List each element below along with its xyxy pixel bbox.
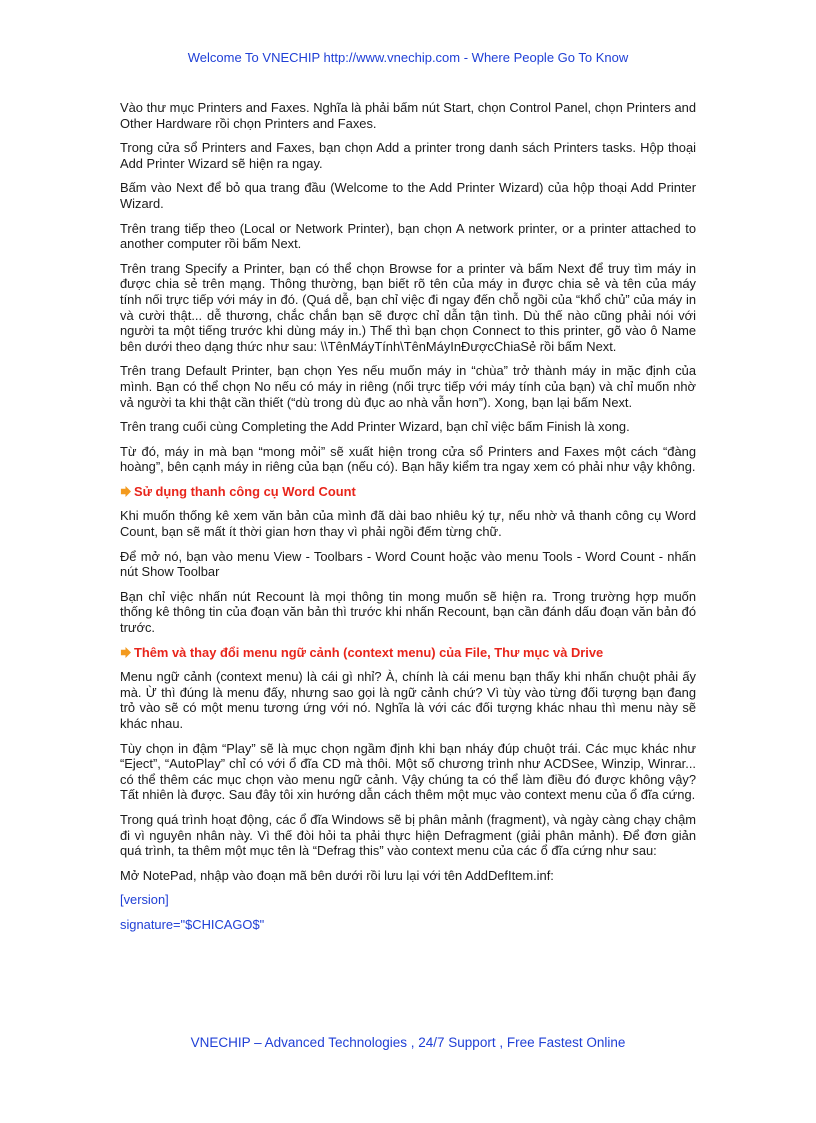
paragraph: Khi muốn thống kê xem văn bản của mình đã dài bao nhiêu ký tự, nếu nhờ vả thanh công cụ Word Count, bạn sẽ mất ít thời gian hơn thay vì phải ngồi đếm từng chữ.	[120, 508, 696, 540]
section-heading-context-menu	[120, 645, 696, 661]
code-line: [version]	[120, 892, 169, 908]
section-heading-text: Thêm và thay đổi menu ngữ cảnh (context menu) của File, Thư mục và Drive	[134, 644, 604, 660]
section-heading-text: Sử dụng thanh công cụ Word Count	[134, 483, 356, 499]
paragraph: Trên trang Specify a Printer, bạn có thể chọn Browse for a printer và bấm Next để truy tìm máy in được chia sẻ trên mạng. Thông thường, bạn biết rõ tên của máy in được chia sẻ và tên của máy tính nối trực tiếp với máy in đó. (Quá dễ, bạn chỉ việc đi ngay đến chỗ ngồi của “khổ chủ” của máy in và cười thật... dễ thương, chắc chắn bạn sẽ được chỉ dẫn tận tình. Dù thế nào cũng phải nói với người ta một tiếng trước khi dùng máy in.) Thế thì bạn chọn Connect to this printer, gõ vào ô Name bên dưới theo dạng thức như sau: \\TênMáyTính\TênMáyInĐượcChiaSẻ rồi bấm Next.	[120, 260, 696, 354]
paragraph: Vào thư mục Printers and Faxes. Nghĩa là phải bấm nút Start, chọn Control Panel, chọn Printers and Other Hardware rồi chọn Printers and Faxes.	[120, 100, 696, 131]
page-footer: VNECHIP – Advanced Technologies , 24/7 Support , Free Fastest Online	[190, 1035, 626, 1050]
paragraph: Bạn chỉ việc nhấn nút Recount là mọi thông tin mong muốn sẽ hiện ra. Trong trường hợp muốn thống kê thông tin của đoạn văn bản thì trước khi nhấn Recount, bạn cần đánh dấu đoạn văn bản đó trước.	[120, 588, 696, 636]
paragraph: Mở NotePad, nhập vào đoạn mã bên dưới rồi lưu lại với tên AddDefItem.inf:	[120, 867, 554, 883]
paragraph: Để mở nó, bạn vào menu View - Toolbars - Word Count hoặc vào menu Tools - Word Count - nhấn nút Show Toolbar	[120, 548, 696, 580]
page-header: Welcome To VNECHIP http://www.vnechip.com - Where People Go To Know	[187, 50, 629, 65]
paragraph: Trên trang Default Printer, bạn chọn Yes nếu muốn máy in “chùa” trở thành máy in mặc định của mình. Bạn có thể chọn No nếu có máy in riêng (nối trực tiếp với máy tính của bạn) và chỉ muốn nhờ vả người ta khi thật cần thiết (“dù trong dù đục ao nhà vẫn hơn”). Xong, bạn lại bấm Next.	[120, 363, 696, 410]
paragraph: Từ đó, máy in mà bạn “mong mỏi” sẽ xuất hiện trong cửa sổ Printers and Faxes một cách “đàng hoàng”, bên cạnh máy in riêng của bạn (nếu có). Bạn hãy kiểm tra ngay xem có phải như vậy không.	[120, 443, 696, 475]
section-heading-word-count	[120, 484, 696, 500]
paragraph: Trong quá trình hoạt động, các ổ đĩa Windows sẽ bị phân mảnh (fragment), và ngày càng chạy chậm đi vì nguyên nhân này. Vì thế đòi hỏi ta phải thực hiện Defragment (giải phân mảnh). Để đơn giản quá trình, ta thêm một mục tên là “Defrag this” vào context menu của các ổ đĩa cứng như sau:	[120, 811, 696, 859]
arrow-bullet-icon	[120, 647, 131, 658]
document-body	[120, 100, 696, 942]
arrow-bullet-icon	[120, 486, 131, 497]
paragraph: Trong cửa sổ Printers and Faxes, bạn chọn Add a printer trong danh sách Printers tasks. Hộp thoại Add Printer Wizard sẽ hiện ra ngay.	[120, 140, 696, 171]
paragraph: Tùy chọn in đậm “Play” sẽ là mục chọn ngầm định khi bạn nháy đúp chuột trái. Các mục khác như “Eject”, “AutoPlay” chỉ có với ổ đĩa CD mà thôi. Một số chương trình như ACDSee, Winzip, Winrar... có thể thêm các mục chọn vào menu ngữ cảnh. Vậy chúng ta có thể làm điều đó được không vậy? Tất nhiên là được. Sau đây tôi xin hướng dẫn cách thêm một mục vào context menu của ổ đĩa cứng.	[120, 740, 696, 803]
paragraph: Trên trang cuối cùng Completing the Add Printer Wizard, bạn chỉ việc bấm Finish là xong.	[120, 419, 630, 435]
paragraph: Menu ngữ cảnh (context menu) là cái gì nhỉ? À, chính là cái menu bạn thấy khi nhấn chuột phải ấy mà. Ừ thì đúng là menu đấy, nhưng sao gọi là ngữ cảnh chứ? Vì tùy vào từng đối tượng bạn đang trỏ vào sẽ có một menu tương ứng với nó. Nghĩa là với các đối tượng khác nhau thì menu này sẽ khác nhau.	[120, 669, 696, 731]
paragraph: Trên trang tiếp theo (Local or Network Printer), bạn chọn A network printer, or a printer attached to another computer rồi bấm Next.	[120, 220, 696, 252]
paragraph: Bấm vào Next để bỏ qua trang đầu (Welcome to the Add Printer Wizard) của hộp thoại Add Printer Wizard.	[120, 180, 696, 211]
code-line: signature="$CHICAGO$"	[120, 917, 265, 933]
